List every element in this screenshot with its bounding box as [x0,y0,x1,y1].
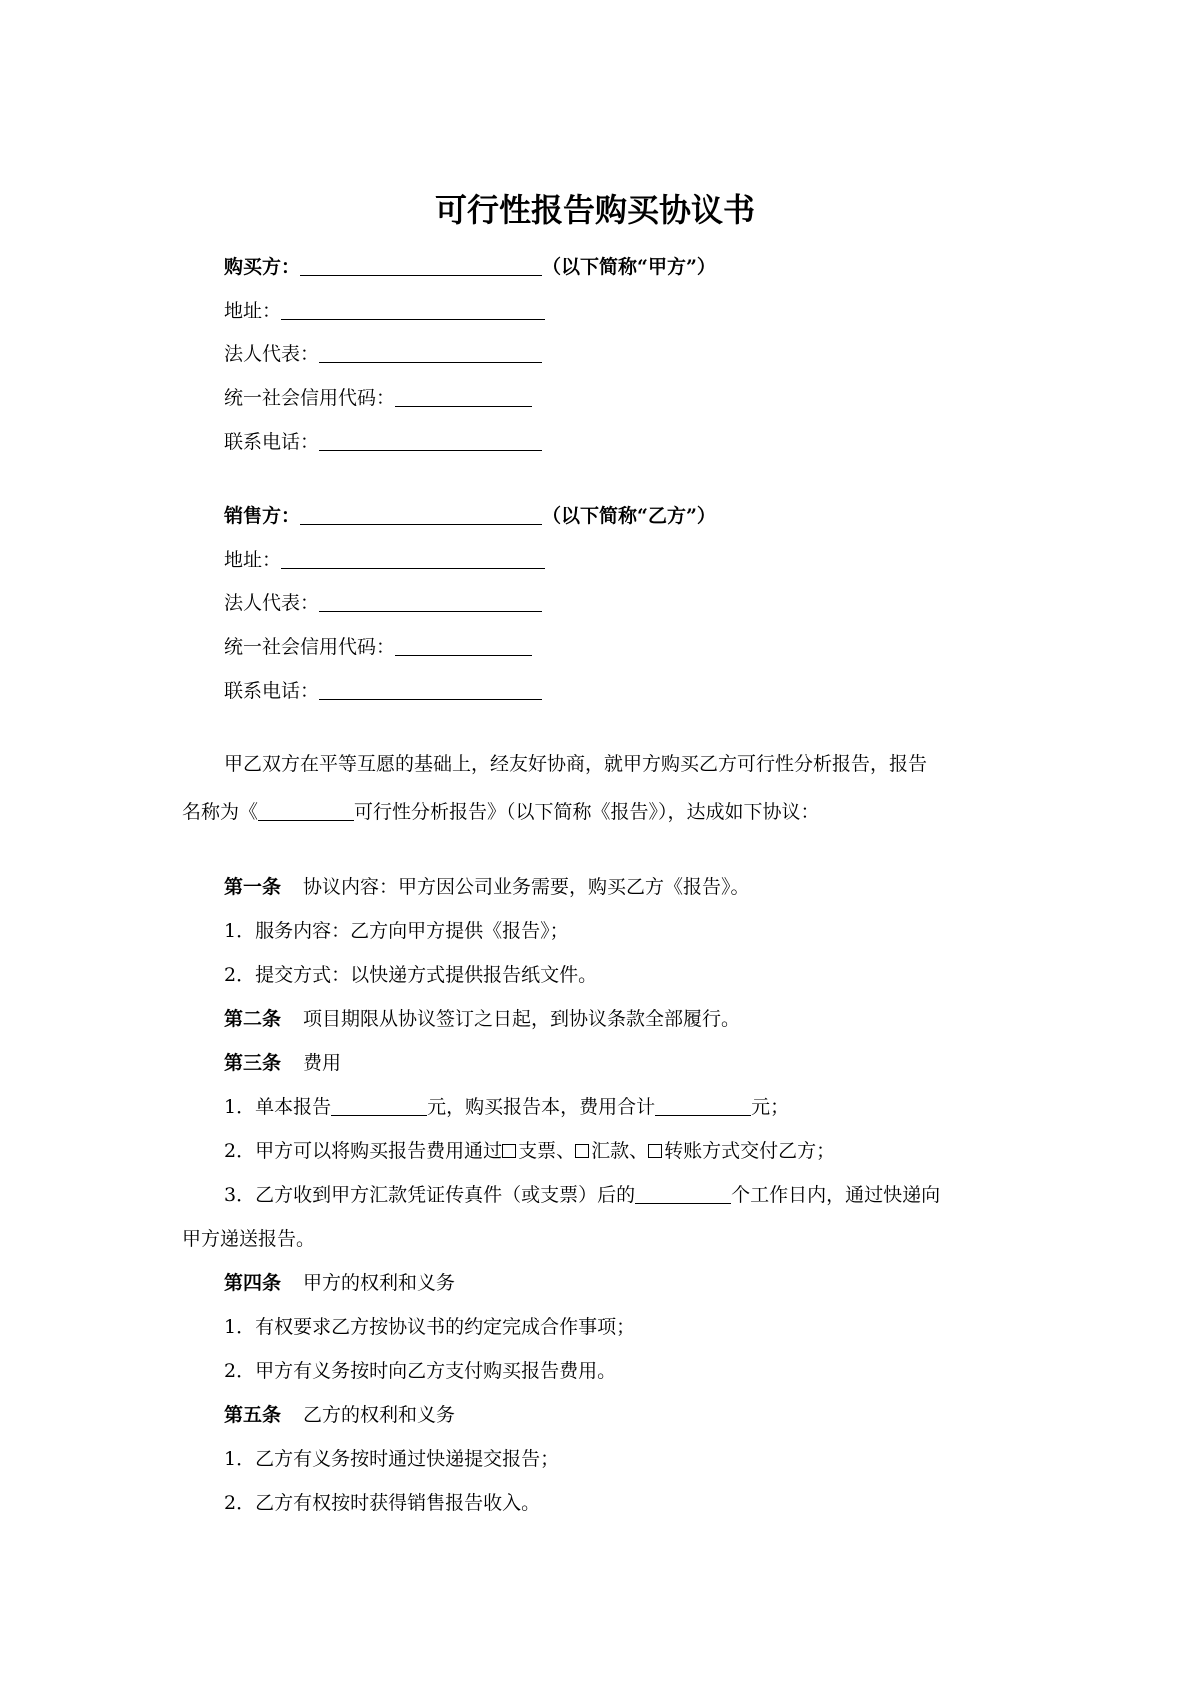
seller-phone-blank [319,681,542,700]
seller-legal-rep-blank [319,593,542,612]
preamble-line-1: 甲乙双方在平等互愿的基础上，经友好协商，就甲方购买乙方可行性分析报告，报告 [224,753,928,775]
buyer-phone-row [224,429,542,455]
buyer-credit-code-blank [395,388,532,407]
article-3-item-2-part-a: 2．甲方可以将购买报告费用通过 [224,1140,503,1162]
article-5-item-2: 2．乙方有权按时获得销售报告收入。 [224,1492,541,1514]
seller-name-row [224,503,716,529]
buyer-legal-rep-label: 法人代表： [224,343,320,365]
article-1-item-1: 1．服务内容：乙方向甲方提供《报告》； [224,920,569,942]
seller-phone-label: 联系电话： [224,680,320,702]
buyer-name-blank [300,257,542,276]
buyer-label: 购买方： [224,256,301,278]
article-3-item-1-part-b: 元，购买报告本，费用合计 [427,1096,656,1118]
article-3-item-1-part-c: 元； [751,1096,790,1118]
article-2-label: 第二条 [224,1008,282,1030]
buyer-credit-code-label: 统一社会信用代码： [224,387,396,409]
working-days-blank [635,1185,731,1204]
article-3-item-1-part-a: 1．单本报告 [224,1096,332,1118]
article-5-heading [224,1402,455,1428]
article-3-label: 第三条 [224,1052,282,1074]
article-3-item-1 [224,1094,789,1120]
transfer-checkbox[interactable] [648,1144,662,1158]
article-1-label: 第一条 [224,876,282,898]
article-2-text: 项目期限从协议签订之日起，到协议条款全部履行。 [303,1008,741,1030]
article-3-item-3-part-b: 个工作日内，通过快递向 [731,1184,941,1206]
article-5-item-1: 1．乙方有义务按时通过快递提交报告； [224,1448,560,1470]
preamble-line-2 [182,799,820,825]
seller-address-label: 地址： [224,549,282,571]
seller-credit-code-blank [395,637,532,656]
article-4-item-2: 2．甲方有义务按时向乙方支付购买报告费用。 [224,1360,617,1382]
article-3-item-3 [224,1182,940,1208]
buyer-phone-blank [319,432,542,451]
preamble-line-2-prefix: 名称为《 [182,801,259,823]
article-4-item-1: 1．有权要求乙方按协议书的约定完成合作事项； [224,1316,636,1338]
seller-legal-rep-label: 法人代表： [224,592,320,614]
report-name-blank [258,802,354,821]
buyer-suffix: （以下简称“甲方”） [542,256,716,278]
buyer-legal-rep-row [224,341,542,367]
article-3-item-2 [224,1138,835,1164]
buyer-address-label: 地址： [224,300,282,322]
buyer-address-blank [281,301,545,320]
option-remittance-label: 汇款、 [591,1140,649,1162]
article-3-text: 费用 [303,1052,342,1074]
seller-credit-code-row [224,634,532,660]
article-1-text: 协议内容：甲方因公司业务需要，购买乙方《报告》。 [303,876,750,898]
article-5-label: 第五条 [224,1404,282,1426]
document-title: 可行性报告购买协议书 [434,191,755,229]
buyer-name-row [224,254,716,280]
article-2-heading [224,1006,740,1032]
article-3-item-3-continuation: 甲方递送报告。 [182,1228,316,1250]
buyer-credit-code-row [224,385,532,411]
buyer-phone-label: 联系电话： [224,431,320,453]
buyer-address-row [224,298,545,324]
total-fee-blank [655,1097,751,1116]
article-4-text: 甲方的权利和义务 [303,1272,456,1294]
article-3-item-3-part-a: 3．乙方收到甲方汇款凭证传真件（或支票）后的 [224,1184,636,1206]
check-checkbox[interactable] [502,1144,516,1158]
seller-address-row [224,547,545,573]
remittance-checkbox[interactable] [575,1144,589,1158]
buyer-legal-rep-blank [319,344,542,363]
article-5-text: 乙方的权利和义务 [303,1404,456,1426]
article-4-label: 第四条 [224,1272,282,1294]
seller-name-blank [300,506,542,525]
article-4-heading [224,1270,455,1296]
seller-address-blank [281,550,545,569]
preamble-line-2-suffix: 可行性分析报告》（以下简称《报告》），达成如下协议： [354,801,820,823]
unit-price-blank [331,1097,427,1116]
option-check-label: 支票、 [518,1140,576,1162]
seller-phone-row [224,678,542,704]
option-transfer-label: 转账方式交付乙方； [664,1140,836,1162]
seller-label: 销售方： [224,505,301,527]
article-1-item-2: 2．提交方式：以快递方式提供报告纸文件。 [224,964,598,986]
seller-suffix: （以下简称“乙方”） [542,505,716,527]
seller-legal-rep-row [224,590,542,616]
seller-credit-code-label: 统一社会信用代码： [224,636,396,658]
article-3-heading [224,1050,341,1076]
article-1-heading [224,874,750,900]
